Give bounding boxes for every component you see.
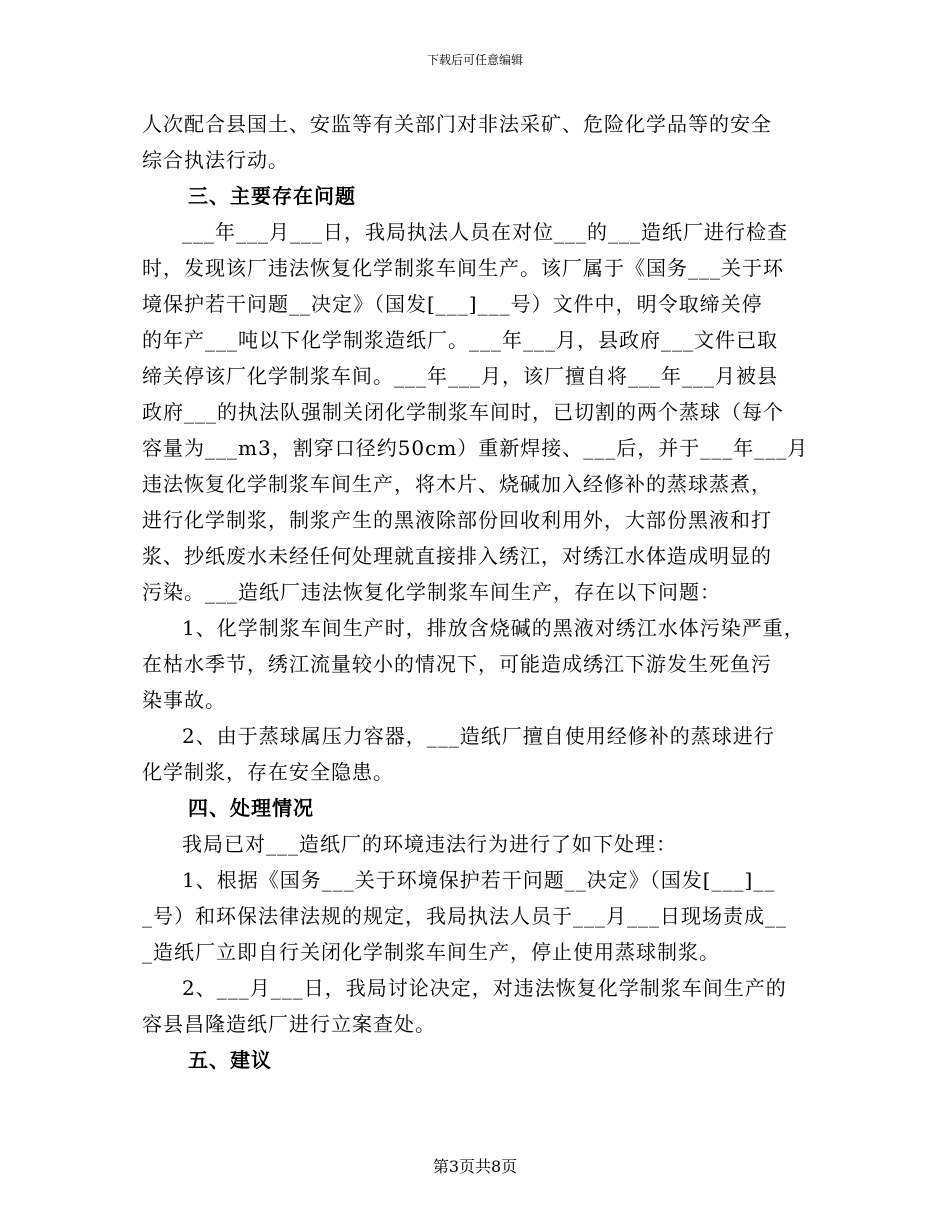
paragraph-line: 综合执法行动。 — [142, 148, 289, 172]
paragraph-line: 时，发现该厂违法恢复化学制浆车间生产。该厂属于《国务___关于环 — [142, 256, 784, 280]
paragraph-line: 人次配合县国土、安监等有关部门对非法采矿、危险化学品等的安全 — [142, 112, 772, 136]
paragraph-line: _造纸厂立即自行关闭化学制浆车间生产，停止使用蒸球制浆。 — [142, 940, 720, 964]
paragraph-line: 2、___月___日，我局讨论决定，对违法恢复化学制浆车间生产的 — [182, 976, 787, 1000]
paragraph-line: 1、根据《国务___关于环境保护若干问题__决定》（国发[___]__ — [182, 868, 776, 892]
paragraph-line: 2、由于蒸球属压力容器，___造纸厂擅自使用经修补的蒸球进行 — [182, 724, 775, 748]
paragraph-line: 1、化学制浆车间生产时，排放含烧碱的黑液对绣江水体污染严重， — [182, 616, 805, 640]
paragraph-line: 在枯水季节，绣江流量较小的情况下，可能造成绣江下游发生死鱼污 — [142, 652, 772, 676]
paragraph-line: 缔关停该厂化学制浆车间。___年___月，该厂擅自将___年___月被县 — [142, 364, 778, 388]
page-footer: 第3页共8页 — [432, 1157, 518, 1176]
paragraph-line: 的年产___吨以下化学制浆造纸厂。___年___月，县政府___文件已取 — [142, 328, 778, 352]
document-body — [142, 106, 822, 1078]
paragraph-line: ___年___月___日，我局执法人员在对位___的___造纸厂进行检查 — [182, 220, 788, 244]
paragraph-line: 容县昌隆造纸厂进行立案查处。 — [142, 1012, 436, 1036]
paragraph-line: 浆、抄纸废水未经任何处理就直接排入绣江，对绣江水体造成明显的 — [142, 544, 772, 568]
section-heading: 四、处理情况 — [188, 796, 314, 820]
page-header: 下载后可任意编辑 — [426, 53, 523, 67]
section-heading: 三、主要存在问题 — [188, 184, 356, 208]
paragraph-line: 容量为___m3，割穿口径约50cm）重新焊接、___后，并于___年___月 — [142, 436, 809, 460]
section-heading: 五、建议 — [188, 1048, 272, 1072]
paragraph-line: _号）和环保法律法规的规定，我局执法人员于___月___日现场责成__ — [142, 904, 787, 928]
paragraph-line: 违法恢复化学制浆车间生产，将木片、烧碱加入经修补的蒸球蒸煮， — [142, 472, 772, 496]
paragraph-line: 我局已对___造纸厂的环境违法行为进行了如下处理： — [182, 832, 677, 856]
paragraph-line: 境保护若干问题__决定》（国发[___]___号）文件中，明令取缔关停 — [142, 292, 763, 316]
paragraph-line: 染事故。 — [142, 688, 226, 712]
paragraph-line: 政府___的执法队强制关闭化学制浆车间时，已切割的两个蒸球（每个 — [142, 400, 784, 424]
paragraph-line: 进行化学制浆，制浆产生的黑液除部份回收利用外，大部份黑液和打 — [142, 508, 772, 532]
paragraph-line: 化学制浆，存在安全隐患。 — [142, 760, 394, 784]
paragraph-line: 污染。___造纸厂违法恢复化学制浆车间生产，存在以下问题： — [142, 580, 721, 604]
